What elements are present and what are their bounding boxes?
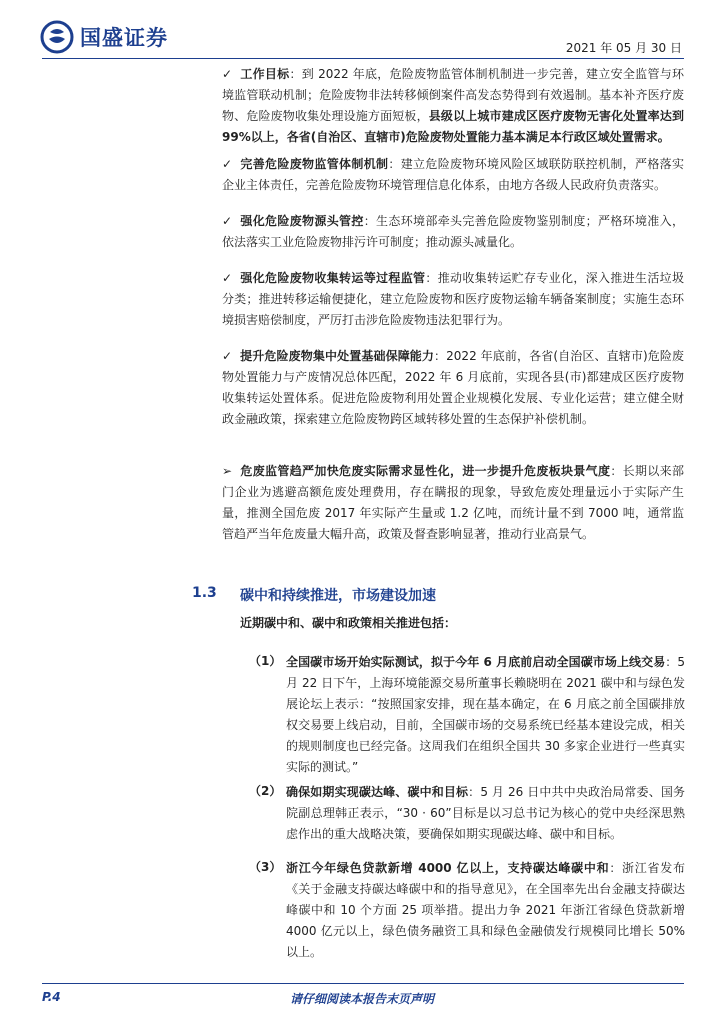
arrow-label: 危废监管趋严加快危废实际需求显性化，进一步提升危废板块景气度 xyxy=(240,464,611,478)
header-rule xyxy=(42,58,684,59)
brand-name: 国盛证券 xyxy=(80,26,168,50)
check-text: ：生态环境部牵头完善危险废物鉴别制度；严格环境准入，依法落实工业危险废物排污许可制度；推动源头减量化。 xyxy=(222,214,684,249)
brand-logo xyxy=(40,20,168,54)
page-number: P.4 xyxy=(42,990,61,1004)
brand-logo-icon xyxy=(40,20,74,54)
check-icon: ✓ xyxy=(222,271,233,285)
check-text: ：到 2022 年底，危险废物监管体制机制进一步完善，建立安全监管与环境监管联动机制；危险废物非法转移倾倒案件高发态势得到有效遏制。基本补齐医疗废物、危险废物收集处理设施方面短板， xyxy=(222,67,684,123)
item-text: ：浙江省发布《关于金融支持碳达峰碳中和的指导意见》，在全国率先出台金融支持碳达峰碳中和 10 个方面 25 项举措。提出力争 2021 年浙江省绿色贷款新增 4000 亿元以上，绿色债务融资工具和绿色金融债发行规模同比增长 50%以上。 xyxy=(286,861,685,959)
check-item-capacity xyxy=(222,346,684,430)
check-text: ：建立危险废物环境风险区域联防联控机制，严格落实企业主体责任，完善危险废物环境管理信息化体系，由地方各级人民政府负责落实。 xyxy=(222,157,684,192)
item-label: 浙江今年绿色贷款新增 4000 亿以上，支持碳达峰碳中和 xyxy=(286,861,610,875)
section-intro: 近期碳中和、碳中和政策相关推进包括： xyxy=(240,616,457,630)
item-label: 确保如期实现碳达峰、碳中和目标 xyxy=(286,785,469,799)
check-label: 提升危险废物集中处置基础保障能力 xyxy=(240,349,435,363)
check-icon: ✓ xyxy=(222,67,233,81)
check-text: ：2022 年底前，各省(自治区、直辖市)危险废物处置能力与产废情况总体匹配，2022 年 6 月底前，实现各县(市)都建成区医疗废物收集转运处置体系。促进危险废物利用处置企业规模化发展、专业化运营；建立健全财政金融政策，探索建立危险废物跨区域转移处置的生态保护补偿机制。 xyxy=(222,349,684,426)
check-text: ：推动收集转运贮存专业化，深入推进生活垃圾分类；推进转移运输便捷化，建立危险废物和医疗废物运输车辆备案制度；实施生态环境损害赔偿制度，严厉打击涉危险废物违法犯罪行为。 xyxy=(222,271,684,327)
check-icon: ✓ xyxy=(222,214,233,228)
list-item xyxy=(249,652,685,778)
item-number: （3） xyxy=(249,860,282,874)
page-header xyxy=(0,0,724,64)
item-text: ：5 月 22 日下午，上海环境能源交易所董事长赖晓明在 2021 碳中和与绿色发展论坛上表示：“按照国家安排，现在基本确定，在 6 月底之前全国碳排放权交易要上线启动，目前，全国碳市场的交易系统已经基本建设完成，相关的规则制度也已经完备。这周我们在组织全国共 30 多家企业进行一些真实实际的测试。” xyxy=(286,655,685,774)
check-label: 工作目标 xyxy=(240,67,290,81)
check-item-process xyxy=(222,268,684,331)
footer-rule xyxy=(42,983,684,984)
item-number: （1） xyxy=(249,654,282,668)
check-label: 强化危险废物源头管控 xyxy=(240,214,364,228)
item-number: （2） xyxy=(249,784,282,798)
check-icon: ✓ xyxy=(222,157,233,171)
check-item-mechanism xyxy=(222,154,684,196)
check-label: 强化危险废物收集转运等过程监管 xyxy=(240,271,426,285)
list-item xyxy=(249,858,685,963)
arrow-icon: ➢ xyxy=(222,464,233,478)
section-number: 1.3 xyxy=(192,585,217,601)
check-icon: ✓ xyxy=(222,349,233,363)
item-label: 全国碳市场开始实际测试，拟于今年 6 月底前启动全国碳市场上线交易 xyxy=(286,655,666,669)
arrow-text: ：长期以来部门企业为逃避高额危废处理费用，存在瞒报的现象，导致危废处理量远小于实际产生量，推测全国危废 2017 年实际产生量或 1.2 亿吨，而统计量不到 7000 吨，通常监管趋严当年危废量大幅升高，政策及督查影响显著，推动行业高景气。 xyxy=(222,464,684,541)
check-item-goal xyxy=(222,64,684,148)
footer-disclaimer: 请仔细阅读本报告末页声明 xyxy=(289,992,434,1006)
arrow-paragraph xyxy=(222,461,684,545)
report-date: 2021 年 05 月 30 日 xyxy=(565,41,682,55)
check-label: 完善危险废物监管体制机制 xyxy=(240,157,389,171)
check-item-source xyxy=(222,211,684,253)
check-text-bold: 县级以上城市建成区医疗废物无害化处置率达到 99%以上，各省(自治区、直辖市)危险废物处置能力基本满足本行政区域处置需求。 xyxy=(222,109,684,144)
item-text: ：5 月 26 日中共中央政治局常委、国务院副总理韩正表示，“30 · 60”目标是以习总书记为核心的党中央经深思熟虑作出的重大战略决策，要确保如期实现碳达峰、碳中和目标。 xyxy=(286,785,685,841)
section-title: 碳中和持续推进，市场建设加速 xyxy=(240,588,436,604)
list-item xyxy=(249,782,685,845)
